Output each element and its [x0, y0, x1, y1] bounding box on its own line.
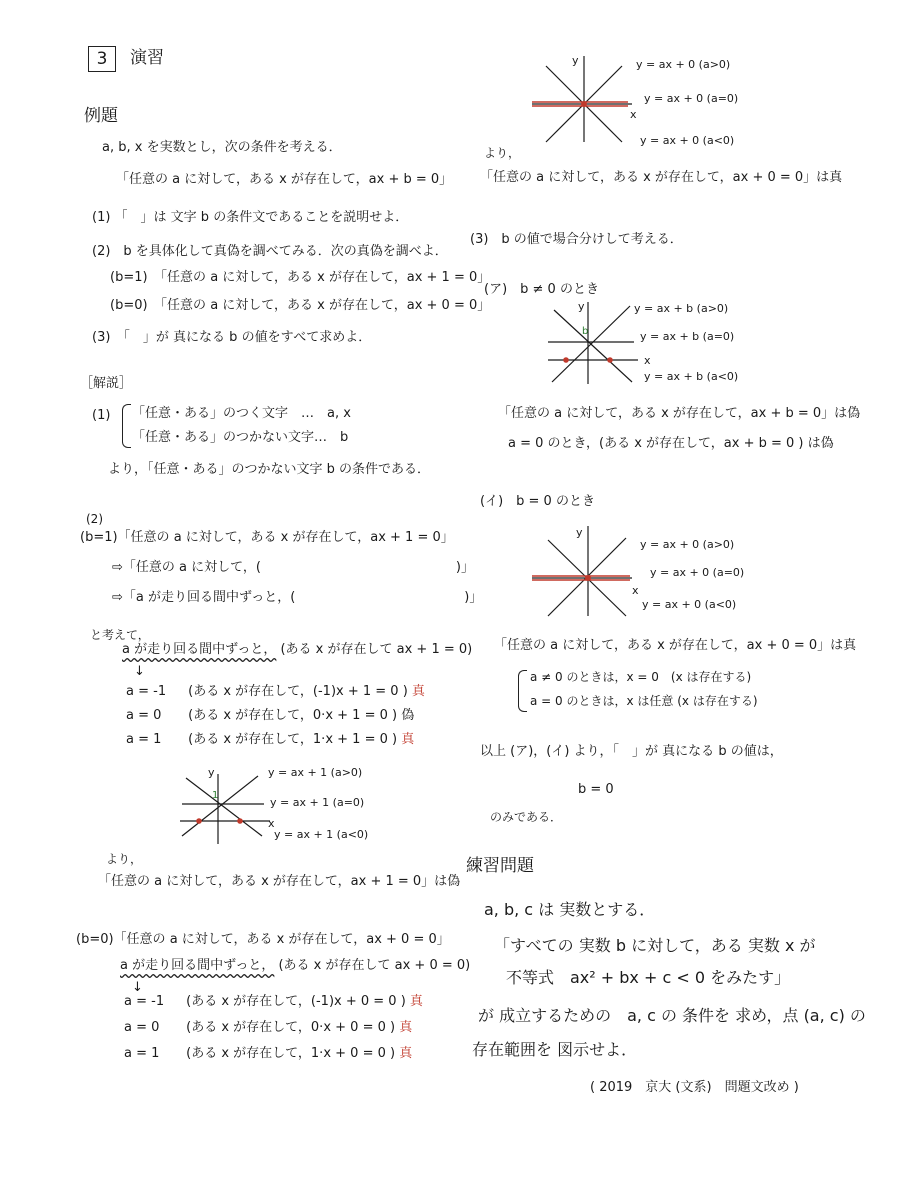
- b0-graph-label-zero: y = ax + 0 (a=0): [644, 92, 739, 105]
- case-i-graph-label-zero: y = ax + 0 (a=0): [650, 566, 745, 579]
- b1-step2: ⇨「a が走り回る間中ずっと，( )」: [112, 590, 483, 605]
- b1-row-2: [126, 708, 414, 724]
- b0-row-1-expr: (ある x が存在して，(-1)x + 0 = 0 ): [186, 994, 406, 1009]
- b0-while-line: [120, 958, 470, 974]
- case-a-graph-line-neg: [554, 310, 632, 382]
- b1-while: a が走り回る間中ずっと，: [122, 642, 277, 657]
- b0-conclusion: 「任意の a に対して，ある x が存在して，ax + 0 = 0」は真: [480, 170, 843, 185]
- b1-heading: (b=1)「任意の a に対して，ある x が存在して，ax + 1 = 0」: [80, 530, 454, 545]
- b0-row-1-tv: 真: [409, 994, 423, 1009]
- example-q2-b1: (b=1) 「任意の a に対して，ある x が存在して，ax + 1 = 0」: [110, 270, 491, 285]
- b1-while-rest: (ある x が存在して ax + 1 = 0): [280, 642, 473, 657]
- case-a-graph-label-pos: y = ax + b (a>0): [634, 302, 729, 315]
- b0-row-3-expr: (ある x が存在して，1·x + 0 = 0 ): [186, 1046, 396, 1061]
- b1-graph-intercept: 1: [212, 790, 219, 801]
- case-i-heading: (イ) b = 0 のとき: [480, 494, 595, 509]
- b1-graph-label-pos: y = ax + 1 (a>0): [268, 766, 363, 779]
- practice-condition-2: 不等式 ax² + bx + c < 0 をみたす」: [506, 968, 791, 987]
- case-a-graph: [548, 294, 778, 390]
- section-number-box: [88, 46, 116, 72]
- only-note: のみである．: [490, 810, 563, 824]
- case-a-graph-label-neg: y = ax + b (a<0): [644, 370, 739, 383]
- b1-row-2-a: a = 0: [126, 708, 162, 723]
- b1-graph-x-label: x: [268, 817, 275, 830]
- b1-step1: ⇨「任意の a に対して，( )」: [112, 560, 475, 575]
- b0-row-2-a: a = 0: [124, 1020, 160, 1035]
- section-number: 3: [96, 49, 108, 69]
- answer: b = 0: [578, 782, 614, 797]
- practice-condition-1: 「すべての 実数 b に対して，ある 実数 x が: [494, 936, 816, 955]
- example-condition: 「任意の a に対して，ある x が存在して，ax + b = 0」: [116, 172, 453, 187]
- case-a-heading: (ア) b ≠ 0 のとき: [484, 282, 599, 297]
- b0-arrow: ↓: [132, 980, 143, 995]
- example-q2-b0: (b=0) 「任意の a に対して，ある x が存在して，ax + 0 = 0」: [110, 298, 491, 313]
- section-title: 演習: [130, 48, 164, 68]
- b1-row-2-expr: (ある x が存在して，0·x + 1 = 0 ): [188, 708, 398, 723]
- case-a-graph-label-zero: y = ax + b (a=0): [640, 330, 735, 343]
- b1-row-3-expr: (ある x が存在して，1·x + 1 = 0 ): [188, 732, 398, 747]
- b1-since: より，: [106, 852, 143, 866]
- case-i-conclusion-1: 「任意の a に対して，ある x が存在して，ax + 0 = 0」は真: [494, 638, 857, 653]
- b0-row-3: [124, 1046, 412, 1062]
- b1-think: と考えて，: [90, 628, 150, 642]
- solution-p1-conclusion: より，「任意・ある」のつかない文字 b の条件である．: [108, 462, 431, 477]
- b0-while: a が走り回る間中ずっと，: [120, 958, 275, 973]
- case-a-graph-x-label: x: [644, 354, 651, 367]
- case-i-graph: [532, 522, 772, 620]
- solution-p1-brace: [122, 404, 131, 448]
- b0-graph-y-label: y: [572, 54, 579, 67]
- practice-task-2: 存在範囲を 図示せよ．: [472, 1040, 638, 1059]
- b1-graph-label-zero: y = ax + 1 (a=0): [270, 796, 365, 809]
- solution-p1-label: (1): [92, 408, 111, 423]
- b0-row-1: [124, 994, 423, 1010]
- b1-row-3-a: a = 1: [126, 732, 162, 747]
- case-a-conclusion-1: 「任意の a に対して，ある x が存在して，ax + b = 0」は偽: [498, 406, 861, 421]
- case-i-graph-label-pos: y = ax + 0 (a>0): [640, 538, 735, 551]
- b1-graph-label-neg: y = ax + 1 (a<0): [274, 828, 369, 841]
- case-a-graph-root-pos: [607, 357, 613, 363]
- b1-row-1-expr: (ある x が存在して，(-1)x + 1 = 0 ): [188, 684, 408, 699]
- example-intro: a, b, x を実数とし，次の条件を考える．: [102, 140, 342, 155]
- b0-while-rest: (ある x が存在して ax + 0 = 0): [278, 958, 471, 973]
- b0-since: より，: [484, 146, 521, 160]
- case-i-brace: [518, 670, 527, 712]
- b1-graph-root-pos: [237, 818, 243, 824]
- b0-graph: [532, 52, 772, 152]
- b0-graph-label-neg: y = ax + 0 (a<0): [640, 134, 735, 147]
- case-i-graph-x-label: x: [632, 584, 639, 597]
- case-i-conclusion-3: a = 0 のときは，x は任意 (x は存在する): [530, 694, 758, 708]
- case-a-graph-intercept: b: [582, 326, 589, 337]
- example-q1: (1) 「 」は 文字 b の条件文であることを説明せよ．: [92, 210, 409, 225]
- b1-arrow: ↓: [134, 664, 145, 679]
- b1-graph-root-neg: [196, 818, 202, 824]
- practice-intro: a, b, c は 実数とする．: [484, 900, 656, 919]
- example-q3: (3) 「 」が 真になる b の値をすべて求めよ．: [92, 330, 372, 345]
- b1-row-2-tv: 偽: [401, 708, 415, 723]
- case-a-conclusion-2: a = 0 のとき，(ある x が存在して，ax + b = 0 ) は偽: [508, 436, 834, 451]
- b1-row-1-a: a = -1: [126, 684, 167, 699]
- b0-row-2: [124, 1020, 412, 1036]
- solution-heading: ［解説］: [80, 376, 133, 391]
- summary: 以上 (ア)，(イ) より，「 」が 真になる b の値は，: [480, 744, 783, 759]
- solution-p2-label: (2): [86, 512, 103, 526]
- case-a-graph-y-label: y: [578, 300, 585, 313]
- case-i-graph-y-label: y: [576, 526, 583, 539]
- b1-graph-line-pos: [182, 776, 258, 836]
- case-i-graph-label-neg: y = ax + 0 (a<0): [642, 598, 737, 611]
- b1-row-1-tv: 真: [411, 684, 425, 699]
- case-i-conclusion-2: a ≠ 0 のときは，x = 0 (x は存在する): [530, 670, 752, 684]
- b0-row-3-a: a = 1: [124, 1046, 160, 1061]
- case-a-graph-root-neg: [563, 357, 569, 363]
- b0-heading: (b=0)「任意の a に対して，ある x が存在して，ax + 0 = 0」: [76, 932, 450, 947]
- example-heading: 例題: [84, 106, 118, 126]
- solution-p1-line2: 「任意・ある」のつかない文字… b: [132, 430, 349, 445]
- b0-row-3-tv: 真: [399, 1046, 413, 1061]
- b1-row-3: [126, 732, 414, 748]
- b0-graph-label-pos: y = ax + 0 (a>0): [636, 58, 731, 71]
- case-i-graph-origin: [585, 575, 591, 581]
- b1-row-3-tv: 真: [401, 732, 415, 747]
- b0-row-1-a: a = -1: [124, 994, 165, 1009]
- b0-row-2-tv: 真: [399, 1020, 413, 1035]
- practice-task-1: が 成立するための a, c の 条件を 求め，点 (a, c) の: [478, 1006, 866, 1025]
- b1-conclusion: 「任意の a に対して，ある x が存在して，ax + 1 = 0」は偽: [98, 874, 461, 889]
- solution-p1-line1: 「任意・ある」のつく文字 … a, x: [132, 406, 351, 421]
- example-q2: (2) b を具体化して真偽を調べてみる．次の真偽を調べよ．: [92, 244, 448, 259]
- b1-row-1: [126, 684, 425, 700]
- practice-heading: 練習問題: [466, 856, 534, 876]
- b1-graph: [180, 764, 400, 844]
- practice-source: ( 2019 京大 (文系) 問題文改め ): [590, 1080, 799, 1095]
- p3-intro: (3) b の値で場合分けして考える．: [470, 232, 683, 247]
- b0-graph-origin: [581, 101, 587, 107]
- b0-graph-x-label: x: [630, 108, 637, 121]
- b1-graph-line-neg: [186, 778, 262, 836]
- b1-graph-y-label: y: [208, 766, 215, 779]
- b0-row-2-expr: (ある x が存在して，0·x + 0 = 0 ): [186, 1020, 396, 1035]
- b1-while-line: [122, 642, 472, 658]
